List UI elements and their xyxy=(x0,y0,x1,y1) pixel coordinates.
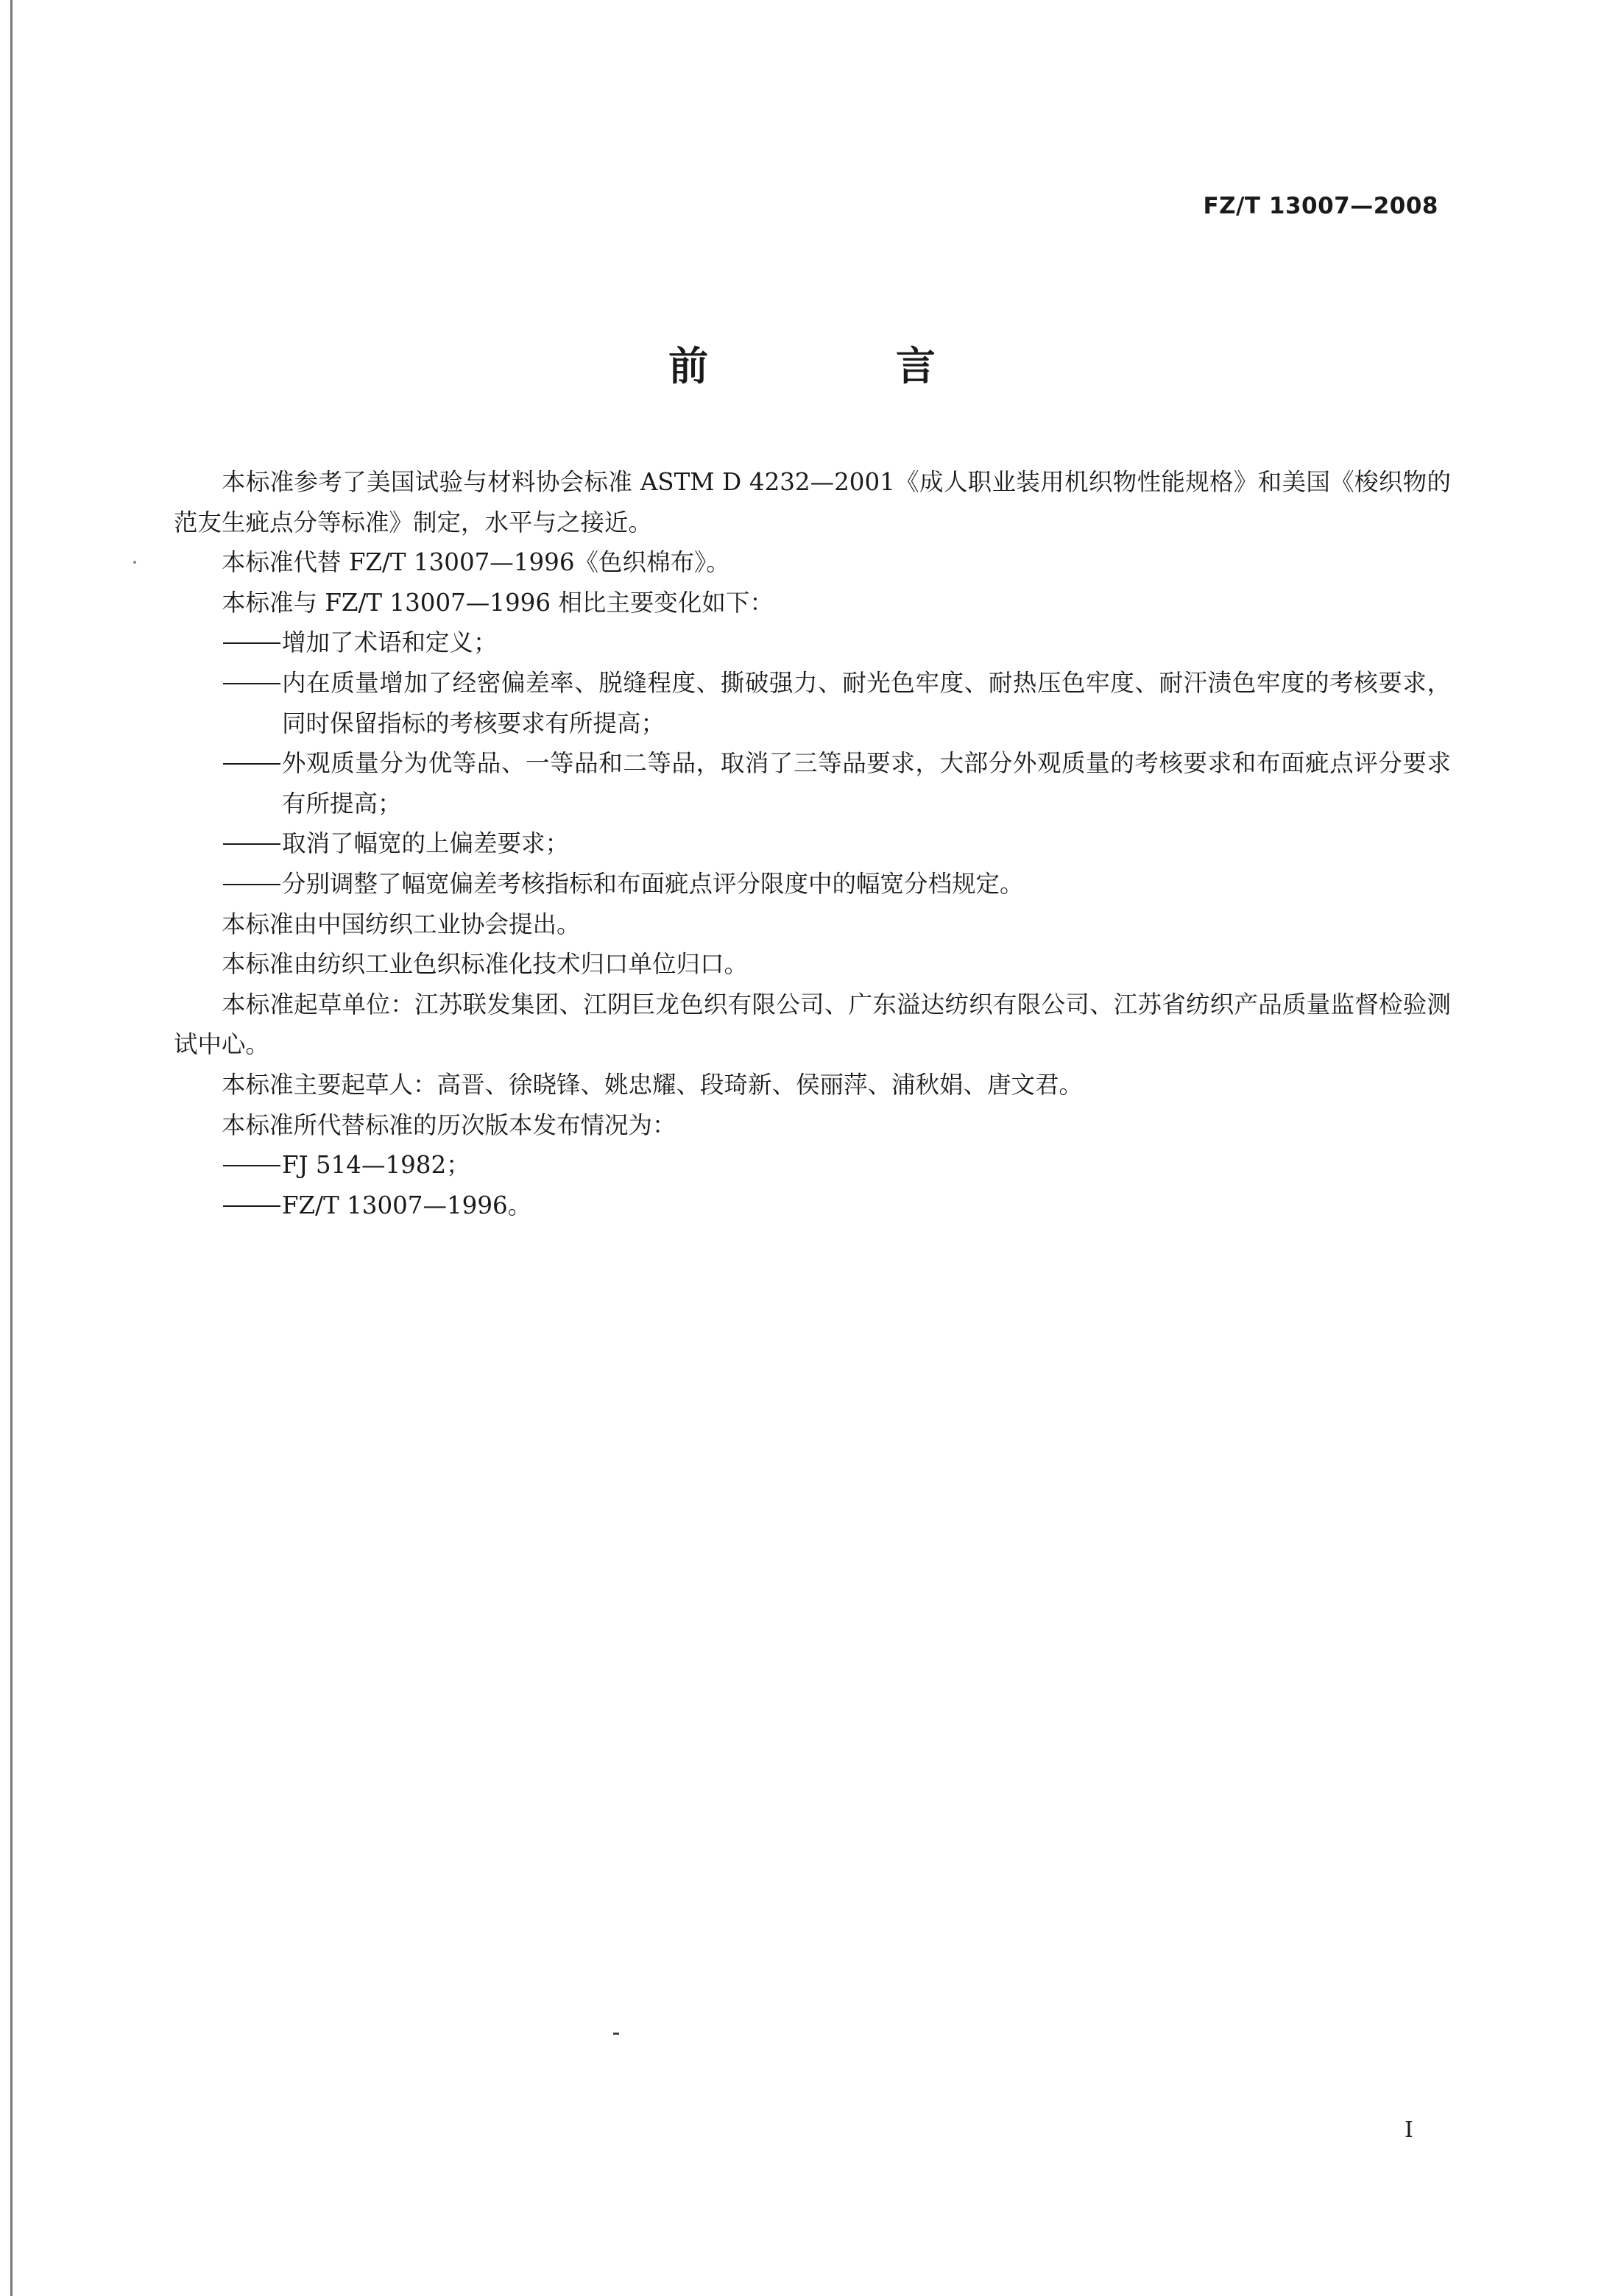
change-list-item xyxy=(174,823,1451,864)
scan-speck xyxy=(613,2033,619,2035)
paragraph-changes-intro: 本标准与 FZ/T 13007—1996 相比主要变化如下： xyxy=(222,588,774,617)
paragraph-drafting-units: 本标准起草单位：江苏联发集团、江阴巨龙色织有限公司、广东溢达纺织有限公司、江苏省纺织产品质量监督检验测试中心。 xyxy=(174,990,1451,1059)
history-list-item-text: FJ 514—1982； xyxy=(282,1151,470,1180)
paragraph-replaces: 本标准代替 FZ/T 13007—1996《色织棉布》。 xyxy=(222,548,730,577)
change-list-item-text: 分别调整了幅宽偏差考核指标和布面疵点评分限度中的幅宽分档规定。 xyxy=(282,869,1024,898)
history-list-item-text: FZ/T 13007—1996。 xyxy=(282,1191,532,1219)
page-number: I xyxy=(1405,2117,1413,2143)
foreword-body xyxy=(174,462,1451,1225)
change-list-item xyxy=(174,864,1451,904)
document-code: FZ/T 13007—2008 xyxy=(1203,193,1438,219)
paragraph-drafters: 本标准主要起草人：高晋、徐晓锋、姚忠耀、段琦新、侯丽萍、浦秋娟、唐文君。 xyxy=(222,1070,1084,1099)
history-list-item xyxy=(174,1186,1451,1226)
paragraph-administrator: 本标准由纺织工业色织标准化技术归口单位归口。 xyxy=(222,950,749,979)
change-list-item xyxy=(174,743,1451,823)
page-title: 前 言 xyxy=(668,343,1022,389)
change-list-item-text: 外观质量分为优等品、一等品和二等品，取消了三等品要求，大部分外观质量的考核要求和布面疵点评分要求有所提高； xyxy=(282,749,1451,818)
change-list-item xyxy=(174,663,1451,743)
change-list-item xyxy=(174,623,1451,663)
paragraph-reference-standards: 本标准参考了美国试验与材料协会标准 ASTM D 4232—2001《成人职业装用机织物性能规格》和美国《梭织物的范友生疵点分等标准》制定，水平与之接近。 xyxy=(174,468,1451,536)
change-list-item-text: 内在质量增加了经密偏差率、脱缝程度、撕破强力、耐光色牢度、耐热压色牢度、耐汗渍色牢度的考核要求，同时保留指标的考核要求有所提高； xyxy=(282,668,1451,737)
paragraph-history-intro: 本标准所代替标准的历次版本发布情况为： xyxy=(222,1110,676,1139)
paragraph-proposer: 本标准由中国纺织工业协会提出。 xyxy=(222,910,581,938)
change-list-item-text: 增加了术语和定义； xyxy=(282,628,498,657)
scan-speck xyxy=(133,561,136,564)
change-list-item-text: 取消了幅宽的上偏差要求； xyxy=(282,829,570,858)
history-list-item xyxy=(174,1145,1451,1186)
